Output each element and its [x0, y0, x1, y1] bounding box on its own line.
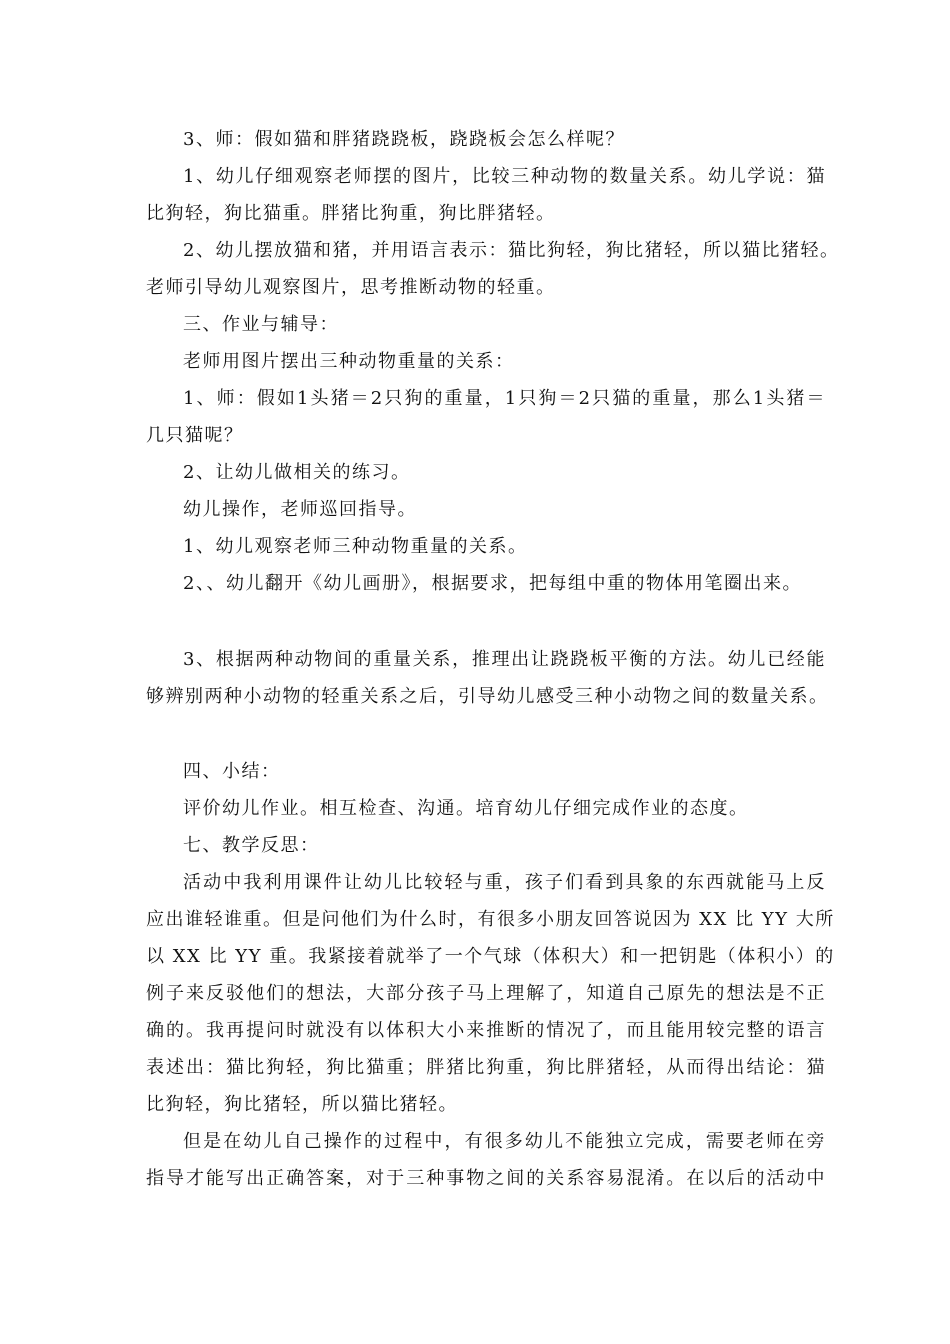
text-line: 3、根据两种动物间的重量关系，推理出让跷跷板平衡的方法。幼儿已经能: [183, 649, 826, 670]
section-heading: 四、小结：: [183, 761, 281, 782]
text-line: 1、师：假如1头猪＝2只狗的重量，1只狗＝2只猫的重量，那么1头猪＝: [183, 388, 826, 409]
text-line: 应出谁轻谁重。但是问他们为什么时，有很多小朋友回答说因为 XX 比 YY 大所: [146, 909, 835, 930]
text-line: 老师引导幼儿观察图片，思考推断动物的轻重。: [146, 277, 556, 298]
section-heading: 七、教学反思：: [183, 835, 320, 856]
text-line: 2、幼儿摆放猫和猪，并用语言表示：猫比狗轻，狗比猪轻，所以猫比猪轻。: [183, 240, 840, 261]
text-line: 2、让幼儿做相关的练习。: [183, 462, 411, 483]
text-line: 够辨别两种小动物的轻重关系之后，引导幼儿感受三种小动物之间的数量关系。: [146, 686, 829, 707]
text-line: 表述出：猫比狗轻，狗比猫重；胖猪比狗重，狗比胖猪轻，从而得出结论：猫: [146, 1057, 826, 1078]
text-line: 几只猫呢？: [146, 425, 244, 446]
text-line: 确的。我再提问时就没有以体积大小来推断的情况了，而且能用较完整的语言: [146, 1020, 826, 1041]
text-line: 但是在幼儿自己操作的过程中，有很多幼儿不能独立完成，需要老师在旁: [183, 1131, 826, 1152]
text-line: 1、幼儿观察老师三种动物重量的关系。: [183, 536, 528, 557]
text-line: 评价幼儿作业。相互检查、沟通。培育幼儿仔细完成作业的态度。: [183, 798, 749, 819]
text-line: 指导才能写出正确答案，对于三种事物之间的关系容易混淆。在以后的活动中: [146, 1168, 826, 1189]
text-line: 幼儿操作，老师巡回指导。: [183, 499, 417, 520]
text-line: 活动中我利用课件让幼儿比较轻与重，孩子们看到具象的东西就能马上反: [183, 872, 826, 893]
section-heading: 三、作业与辅导：: [183, 314, 339, 335]
text-line: 例子来反驳他们的想法，大部分孩子马上理解了，知道自己原先的想法是不正: [146, 983, 826, 1004]
text-line: 比狗轻，狗比猫重。胖猪比狗重，狗比胖猪轻。: [146, 203, 556, 224]
text-line: 老师用图片摆出三种动物重量的关系：: [183, 351, 515, 372]
text-line: 以 XX 比 YY 重。我紧接着就举了一个气球（体积大）和一把钥匙（体积小）的: [146, 946, 835, 967]
text-line: 3、师：假如猫和胖猪跷跷板，跷跷板会怎么样呢？: [183, 129, 625, 150]
text-line: 比狗轻，狗比猪轻，所以猫比猪轻。: [146, 1094, 458, 1115]
text-line: 1、幼儿仔细观察老师摆的图片，比较三种动物的数量关系。幼儿学说：猫: [183, 166, 826, 187]
text-line: 2、、幼儿翻开《幼儿画册》，根据要求，把每组中重的物体用笔圈出来。: [183, 573, 802, 594]
